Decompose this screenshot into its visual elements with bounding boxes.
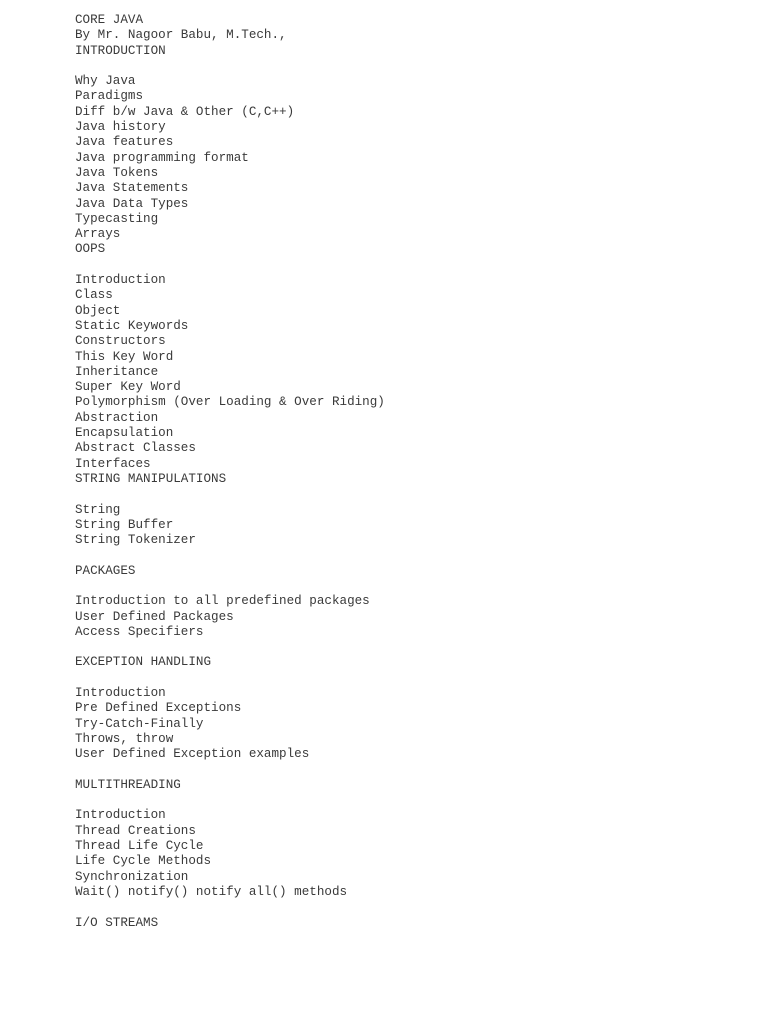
list-item: Typecasting bbox=[75, 211, 159, 226]
blank-line bbox=[75, 579, 735, 594]
list-item: Encapsulation bbox=[75, 426, 174, 441]
list-item: Abstraction bbox=[75, 410, 159, 425]
list-item: Introduction bbox=[75, 273, 166, 288]
list-item: Throws, throw bbox=[75, 731, 174, 746]
list-item: Java Data Types bbox=[75, 196, 189, 211]
list-item: Java history bbox=[75, 120, 166, 135]
list-item: Java Tokens bbox=[75, 165, 159, 180]
section-heading-multithreading: MULTITHREADING bbox=[75, 777, 181, 792]
list-item: Interfaces bbox=[75, 456, 151, 471]
blank-line bbox=[75, 763, 735, 778]
blank-line bbox=[75, 487, 735, 502]
list-item: Arrays bbox=[75, 227, 121, 242]
list-item: Synchronization bbox=[75, 869, 189, 884]
section-heading-introduction: INTRODUCTION bbox=[75, 43, 166, 58]
list-item: Why Java bbox=[75, 74, 136, 89]
blank-line bbox=[75, 793, 735, 808]
section-heading-string-manipulations: STRING MANIPULATIONS bbox=[75, 471, 227, 486]
list-item: Access Specifiers bbox=[75, 624, 204, 639]
list-item: Super Key Word bbox=[75, 380, 181, 395]
document-page bbox=[75, 13, 735, 931]
list-item: Thread Creations bbox=[75, 823, 196, 838]
section-heading-packages: PACKAGES bbox=[75, 563, 136, 578]
list-item: Introduction to all predefined packages bbox=[75, 594, 370, 609]
list-item: Java features bbox=[75, 135, 174, 150]
list-item: Life Cycle Methods bbox=[75, 854, 212, 869]
list-item: Paradigms bbox=[75, 89, 144, 104]
list-item: User Defined Packages bbox=[75, 609, 234, 624]
list-item: Java programming format bbox=[75, 150, 249, 165]
list-item: Polymorphism (Over Loading & Over Riding) bbox=[75, 395, 385, 410]
list-item: Wait() notify() notify all() methods bbox=[75, 884, 348, 899]
list-item: String Tokenizer bbox=[75, 533, 196, 548]
list-item: Object bbox=[75, 303, 121, 318]
blank-line bbox=[75, 640, 735, 655]
list-item: Static Keywords bbox=[75, 318, 189, 333]
list-item: Introduction bbox=[75, 686, 166, 701]
list-item: User Defined Exception examples bbox=[75, 747, 310, 762]
list-item: Pre Defined Exceptions bbox=[75, 701, 242, 716]
list-item: String Buffer bbox=[75, 517, 174, 532]
list-item: Introduction bbox=[75, 808, 166, 823]
list-item: Inheritance bbox=[75, 364, 159, 379]
blank-line bbox=[75, 548, 735, 563]
blank-line bbox=[75, 900, 735, 915]
list-item: Thread Life Cycle bbox=[75, 839, 204, 854]
list-item: Constructors bbox=[75, 334, 166, 349]
list-item: String bbox=[75, 502, 121, 517]
document-title: CORE JAVA bbox=[75, 13, 144, 27]
section-heading-io-streams: I/O STREAMS bbox=[75, 915, 159, 930]
section-heading-oops: OOPS bbox=[75, 242, 106, 257]
blank-line bbox=[75, 59, 735, 74]
blank-line bbox=[75, 258, 735, 273]
blank-line bbox=[75, 671, 735, 686]
list-item: Class bbox=[75, 288, 113, 303]
list-item: Diff b/w Java & Other (C,C++) bbox=[75, 104, 295, 119]
list-item: Java Statements bbox=[75, 181, 189, 196]
list-item: Try-Catch-Finally bbox=[75, 716, 204, 731]
list-item: This Key Word bbox=[75, 349, 174, 364]
author-line: By Mr. Nagoor Babu, M.Tech., bbox=[75, 28, 287, 43]
list-item: Abstract Classes bbox=[75, 441, 196, 456]
section-heading-exception-handling: EXCEPTION HANDLING bbox=[75, 655, 212, 670]
